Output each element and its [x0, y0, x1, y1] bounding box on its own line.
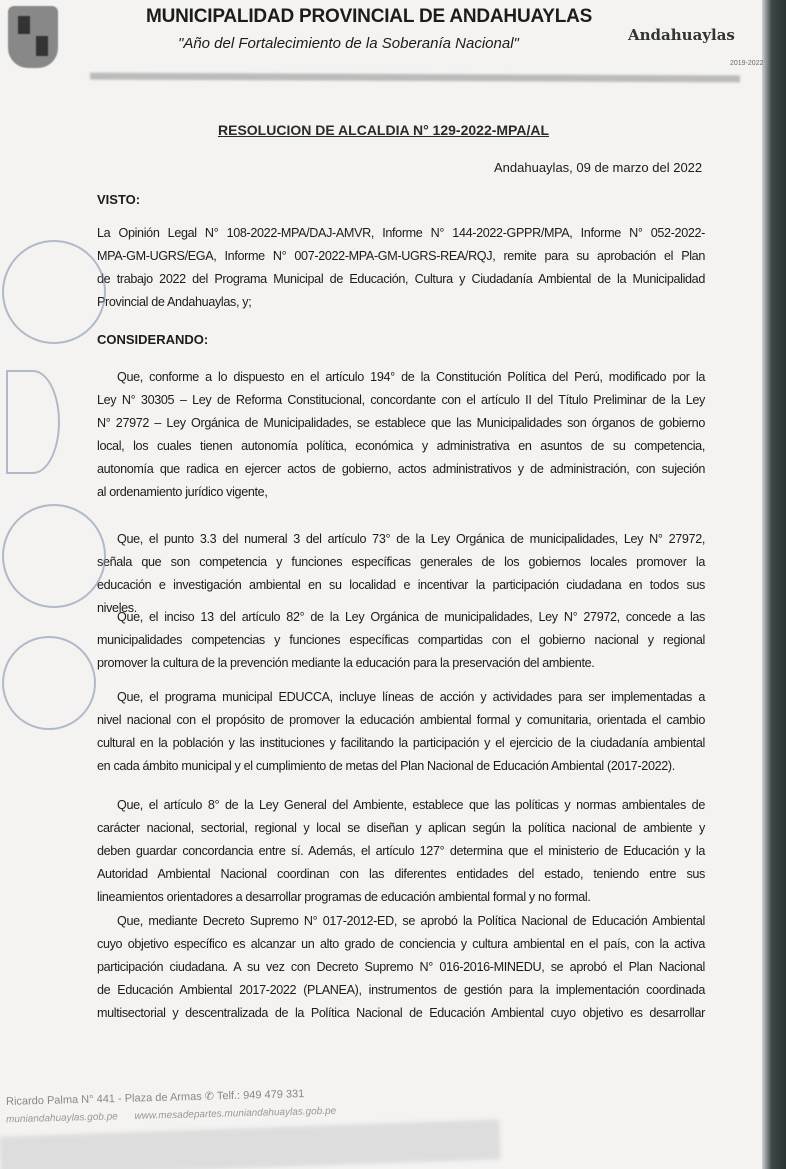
- footer-band: [0, 1119, 501, 1169]
- text-line: niveles.: [97, 601, 137, 615]
- text-line: Provincial de Andahuaylas, y;: [97, 295, 252, 309]
- resolution-title: RESOLUCION DE ALCALDIA N° 129-2022-MPA/AL: [218, 122, 550, 138]
- address: Ricardo Palma N° 441 - Plaza de Armas: [5, 1090, 202, 1108]
- considerando-paragraph: [97, 910, 705, 1025]
- text-line: deben guardar concordancia entre sí. Además, el artículo 127° determina que el ministerio de Educación y la: [97, 844, 705, 858]
- text-line: La Opinión Legal N° 108-2022-MPA/DAJ-AMVR, Informe N° 144-2022-GPPR/MPA, Informe N° 052-2022-: [97, 226, 705, 240]
- year-motto: "Año del Fortalecimiento de la Soberanía Nacional": [178, 35, 519, 52]
- considerando-heading: CONSIDERANDO:: [97, 332, 209, 347]
- partial-seal-stamp: [6, 370, 60, 474]
- text-line: carácter nacional, sectorial, regional y local se diseñan y aplican según la política nacional de ambiente y: [97, 821, 705, 835]
- phone: Telf.: 949 479 331: [216, 1088, 305, 1103]
- text-line: Que, mediante Decreto Supremo N° 017-2012-ED, se aprobó la Política Nacional de Educación Ambiental: [117, 914, 705, 928]
- footer-address: [6, 1087, 305, 1108]
- text-line: municipalidades competencias y funciones específicas compartidas con el gobierno nacional y regional: [97, 633, 705, 647]
- considerando-paragraph: [97, 686, 705, 778]
- text-line: participación ciudadana. A su vez con Decreto Supremo N° 016-2016-MINEDU, se aprobó el Plan Nacional: [97, 960, 705, 974]
- text-line: Que, conforme a lo dispuesto en el artículo 194° de la Constitución Política del Perú, modificado por la: [117, 370, 705, 384]
- education-seal-stamp: [2, 636, 96, 730]
- text-line: Ley N° 30305 – Ley de Reforma Constitucional, concordante con el artículo II del Título Preliminar de la Ley: [97, 393, 705, 407]
- text-line: cultural en la población y las instituciones y facilitando la participación y el ejercicio de la ciudadanía ambiental: [97, 736, 705, 750]
- text-line: Que, el inciso 13 del artículo 82° de la Ley Orgánica de municipalidades, Ley N° 27972, concede a las: [117, 610, 705, 624]
- text-line: cuyo objetivo específico es alcanzar un alto grado de conciencia y cultura ambiental en el país, con la activa: [97, 937, 705, 951]
- andahuaylas-logo: Andahuaylas: [628, 26, 735, 44]
- text-line: Que, el punto 3.3 del numeral 3 del artículo 73° de la Ley Orgánica de municipalidades, Ley N° 27972,: [117, 532, 705, 546]
- text-line: MPA-GM-UGRS/EGA, Informe N° 007-2022-MPA-GM-UGRS-REA/RQJ, remite para su aprobación el Plan: [97, 249, 705, 263]
- gerencia-seal-stamp: [2, 504, 106, 608]
- considerando-paragraph: [97, 606, 705, 675]
- text-line: N° 27972 – Ley Orgánica de Municipalidades, se establece que las Municipalidades son órganos de gobierno: [97, 416, 705, 430]
- logo-years: 2019-2022: [730, 60, 764, 67]
- phone-icon: ✆: [204, 1090, 218, 1103]
- text-line: local, los cuales tienen autonomía política, económica y administrativa en asuntos de su competencia,: [97, 439, 705, 453]
- considerando-paragraph: [97, 366, 705, 504]
- footer-web: [6, 1106, 336, 1126]
- text-line: Que, el artículo 8° de la Ley General del Ambiente, establece que las políticas y normas ambientales de: [117, 798, 705, 812]
- header-divider: [90, 73, 740, 83]
- text-line: multisectorial y descentralizada de la Política Nacional de Educación Ambiental cuyo objetivo es desarrollar: [97, 1006, 705, 1020]
- text-line: Que, el programa municipal EDUCCA, incluye líneas de acción y actividades para ser implementadas a: [117, 690, 705, 704]
- text-line: Autoridad Ambiental Nacional coordinan con las diferentes entidades del estado, teniendo entre sus: [97, 867, 705, 881]
- text-line: de Educación Ambiental 2017-2022 (PLANEA), instrumentos de gestión para la implementación coordinada: [97, 983, 705, 997]
- text-line: promover la cultura de la prevención mediante la educación para la preservación del ambiente.: [97, 656, 595, 670]
- text-line: de trabajo 2022 del Programa Municipal de Educación, Cultura y Ciudadanía Ambiental de la Municipalidad: [97, 272, 705, 286]
- considerando-paragraph: [97, 794, 705, 909]
- website: www.mesadepartes.muniandahuaylas.gob.pe: [134, 1105, 337, 1122]
- scan-edge: [762, 0, 786, 1169]
- municipality-name: MUNICIPALIDAD PROVINCIAL DE ANDAHUAYLAS: [146, 6, 593, 27]
- text-line: autonomía que radica en ejercer actos de gobierno, actos administrativos y de administración, con sujeción: [97, 462, 705, 476]
- text-line: nivel nacional con el propósito de promover la educación ambiental formal y comunitaria, orientada el cambio: [97, 713, 705, 727]
- visto-heading: VISTO:: [97, 192, 141, 207]
- text-line: en cada ámbito municipal y el cumplimiento de metas del Plan Nacional de Educación Ambiental (2017-2022).: [97, 759, 675, 773]
- text-line: educación e investigación ambiental en su localidad e incentivar la participación ciudadana en todos sus: [97, 578, 705, 592]
- visto-paragraph: [97, 222, 705, 314]
- municipal-crest-logo: [8, 6, 58, 68]
- resolution-date: Andahuaylas, 09 de marzo del 2022: [494, 160, 703, 175]
- text-line: lineamientos orientadores a desarrollar programas de educación ambiental formal y no formal.: [97, 890, 591, 904]
- municipal-seal-stamp: [2, 240, 106, 344]
- text-line: señala que son competencia y funciones específicas generales de los gobiernos locales promover la: [97, 555, 705, 569]
- email: muniandahuaylas.gob.pe: [5, 1111, 118, 1126]
- text-line: al ordenamiento jurídico vigente,: [97, 485, 268, 499]
